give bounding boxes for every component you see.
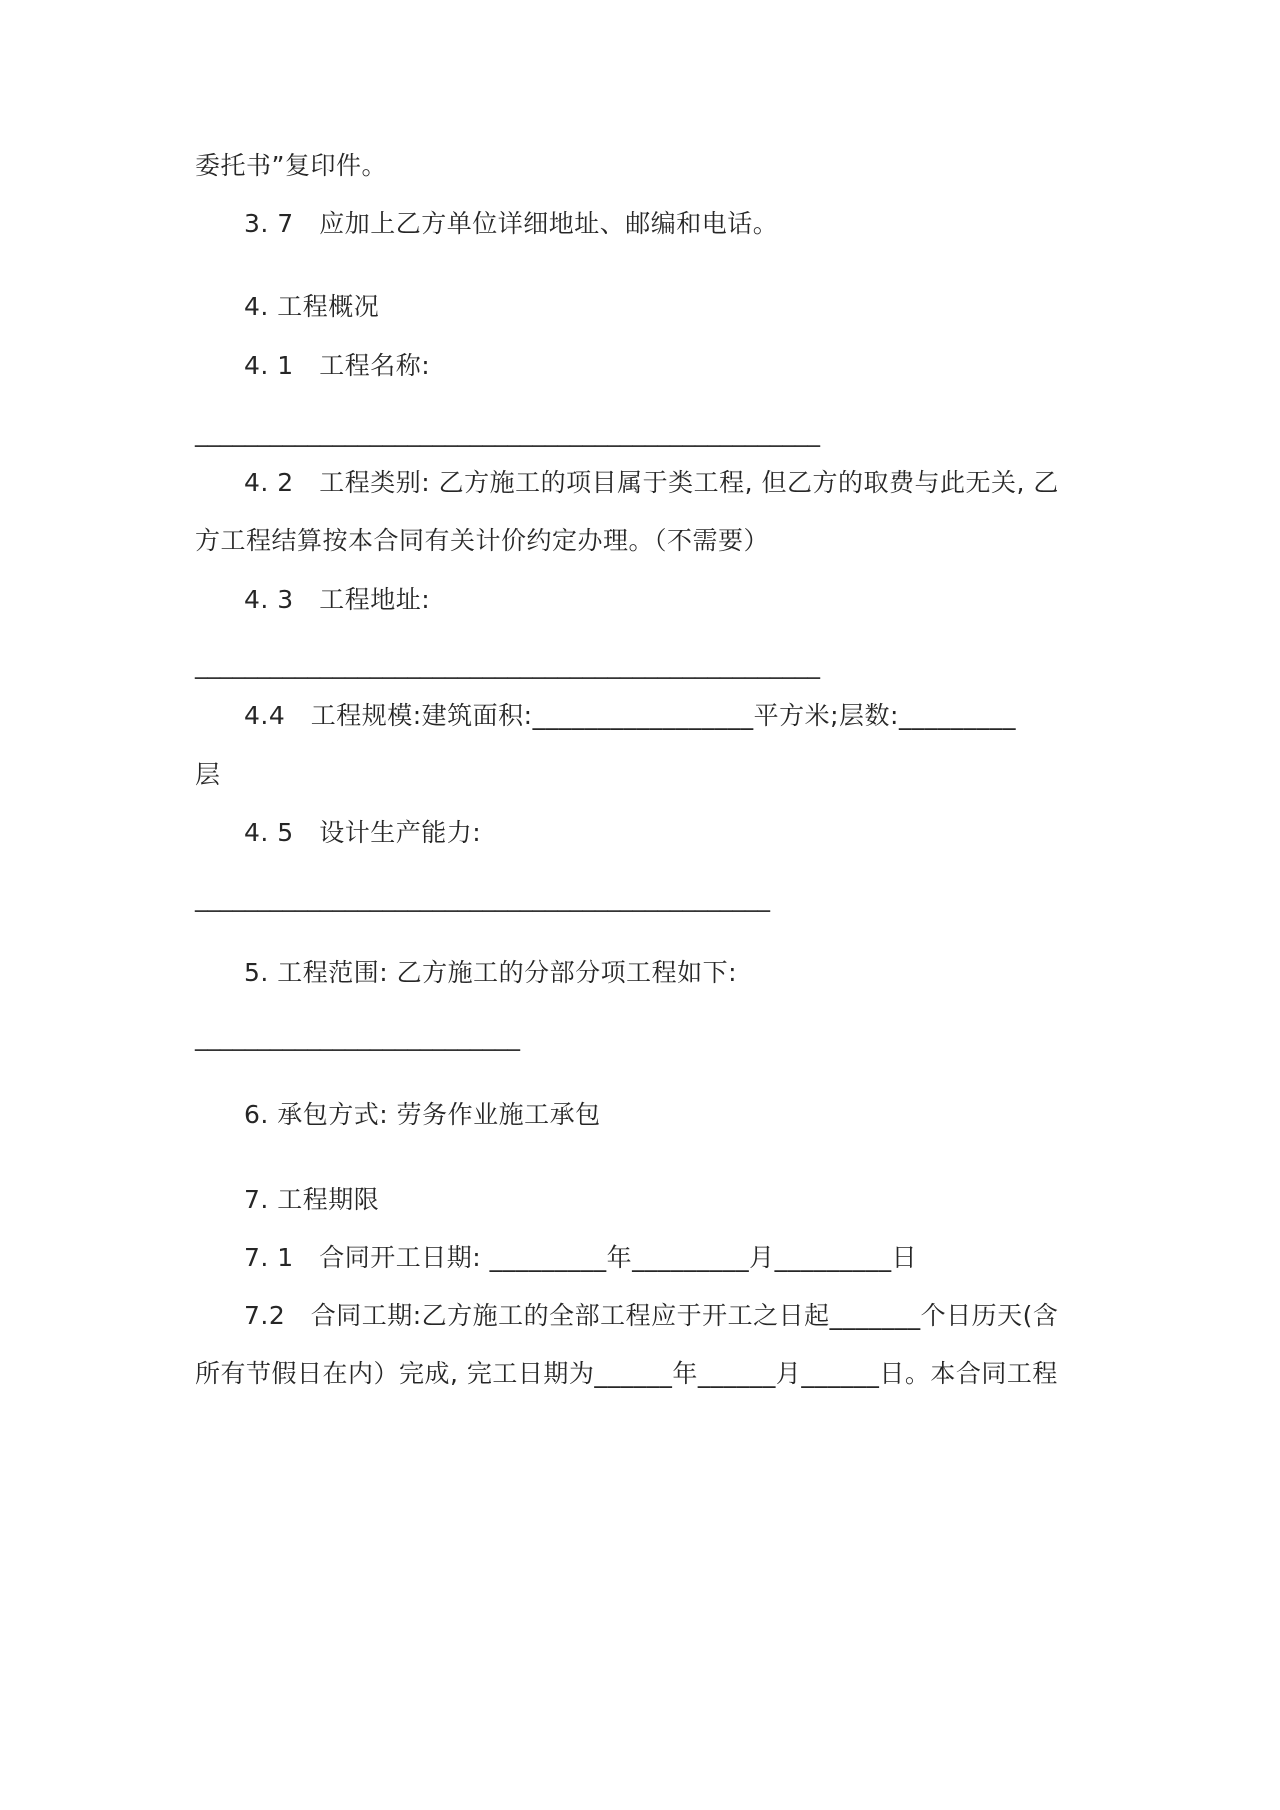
blank-line: ______________________________________________ [195, 883, 770, 912]
section-7-heading: 7. 工程期限 [244, 1185, 380, 1214]
text-line: 方工程结算按本合同有关计价约定办理。（不需要） [195, 526, 770, 555]
section-6-heading: 6. 承包方式: 劳务作业施工承包 [244, 1100, 601, 1129]
blank-line: __________________________________________________ [195, 418, 820, 447]
blank-line: __________________________ [195, 1022, 520, 1051]
clause-4-2: 4. 2 工程类别: 乙方施工的项目属于类工程, 但乙方的取费与此无关, 乙 [244, 468, 1059, 497]
clause-3-7: 3. 7 应加上乙方单位详细地址、邮编和电话。 [244, 209, 779, 238]
clause-4-5: 4. 5 设计生产能力: [244, 818, 482, 847]
text-line: 委托书”复印件。 [195, 151, 387, 180]
blank-line: __________________________________________________ [195, 650, 820, 679]
clause-4-4: 4.4 工程规模:建筑面积:_________________平方米;层数:_________ [244, 701, 1016, 730]
clause-4-1: 4. 1 工程名称: [244, 351, 431, 380]
text-line: 所有节假日在内）完成, 完工日期为______年______月______日。本合同工程 [195, 1359, 1058, 1388]
clause-7-2: 7.2 合同工期:乙方施工的全部工程应于开工之日起_______个日历天(含 [244, 1301, 1059, 1330]
clause-7-1: 7. 1 合同开工日期: _________年_________月_________日 [244, 1243, 918, 1272]
section-5-heading: 5. 工程范围: 乙方施工的分部分项工程如下: [244, 958, 738, 987]
text-line: 层 [195, 760, 221, 789]
clause-4-3: 4. 3 工程地址: [244, 585, 431, 614]
section-4-heading: 4. 工程概况 [244, 292, 380, 321]
